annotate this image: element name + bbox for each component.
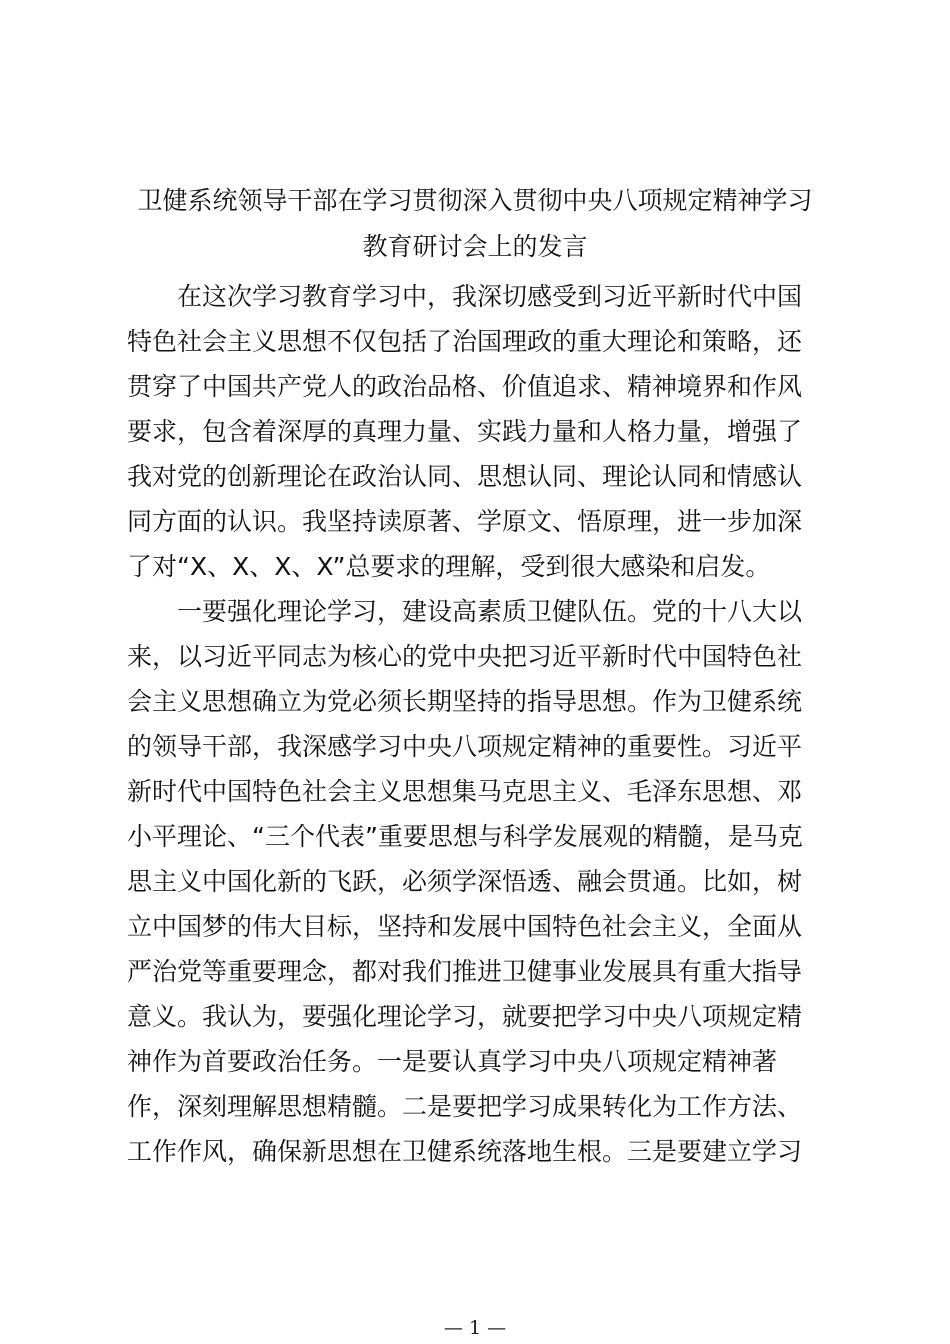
- text-line: 立中国梦的伟大目标，坚持和发展中国特色社会主义，全面从: [127, 912, 803, 941]
- text-line: 来，以习近平同志为核心的党中央把习近平新时代中国特色社: [127, 642, 803, 671]
- text-line: 在这次学习教育学习中，我深切感受到习近平新时代中国: [177, 282, 803, 311]
- text-line: 的领导干部，我深感学习中央八项规定精神的重要性。习近平: [127, 732, 803, 761]
- document-title: [110, 178, 840, 270]
- document-body: [127, 274, 827, 1174]
- text-line: 意义。我认为，要强化理论学习，就要把学习中央八项规定精: [127, 1002, 803, 1031]
- title-line-2: 教育研讨会上的发言: [362, 232, 588, 261]
- text-line: 了对“X、X、X、X”总要求的理解，受到很大感染和启发。: [127, 552, 771, 581]
- text-line: 小平理论、“三个代表”重要思想与科学发展观的精髓，是马克: [127, 822, 803, 851]
- text-line: 工作作风，确保新思想在卫健系统落地生根。三是要建立学习: [127, 1137, 803, 1166]
- text-line: 一要强化理论学习，建设高素质卫健队伍。党的十八大以: [177, 597, 803, 626]
- text-line: 贯穿了中国共产党人的政治品格、价值追求、精神境界和作风: [127, 372, 803, 401]
- page-number: — 1 —: [443, 1317, 507, 1339]
- text-line: 思主义中国化新的飞跃，必须学深悟透、融会贯通。比如，树: [127, 867, 803, 896]
- title-line-1: 卫健系统领导干部在学习贯彻深入贯彻中央八项规定精神学习: [137, 186, 813, 215]
- text-line: 严治党等重要理念，都对我们推进卫健事业发展具有重大指导: [127, 957, 803, 986]
- text-line: 会主义思想确立为党必须长期坚持的指导思想。作为卫健系统: [127, 687, 803, 716]
- text-line: 要求，包含着深厚的真理力量、实践力量和人格力量，增强了: [127, 417, 803, 446]
- text-line: 神作为首要政治任务。一是要认真学习中央八项规定精神著: [127, 1047, 778, 1076]
- text-line: 同方面的认识。我坚持读原著、学原文、悟原理，进一步加深: [127, 507, 803, 536]
- paragraph-theory-study: [127, 589, 827, 1174]
- paragraph-intro: [127, 274, 827, 589]
- text-line: 作，深刻理解思想精髓。二是要把学习成果转化为工作方法、: [127, 1092, 803, 1121]
- text-line: 我对党的创新理论在政治认同、思想认同、理论认同和情感认: [127, 462, 803, 491]
- text-line: 新时代中国特色社会主义思想集马克思主义、毛泽东思想、邓: [127, 777, 803, 806]
- text-line: 特色社会主义思想不仅包括了治国理政的重大理论和策略，还: [127, 327, 803, 356]
